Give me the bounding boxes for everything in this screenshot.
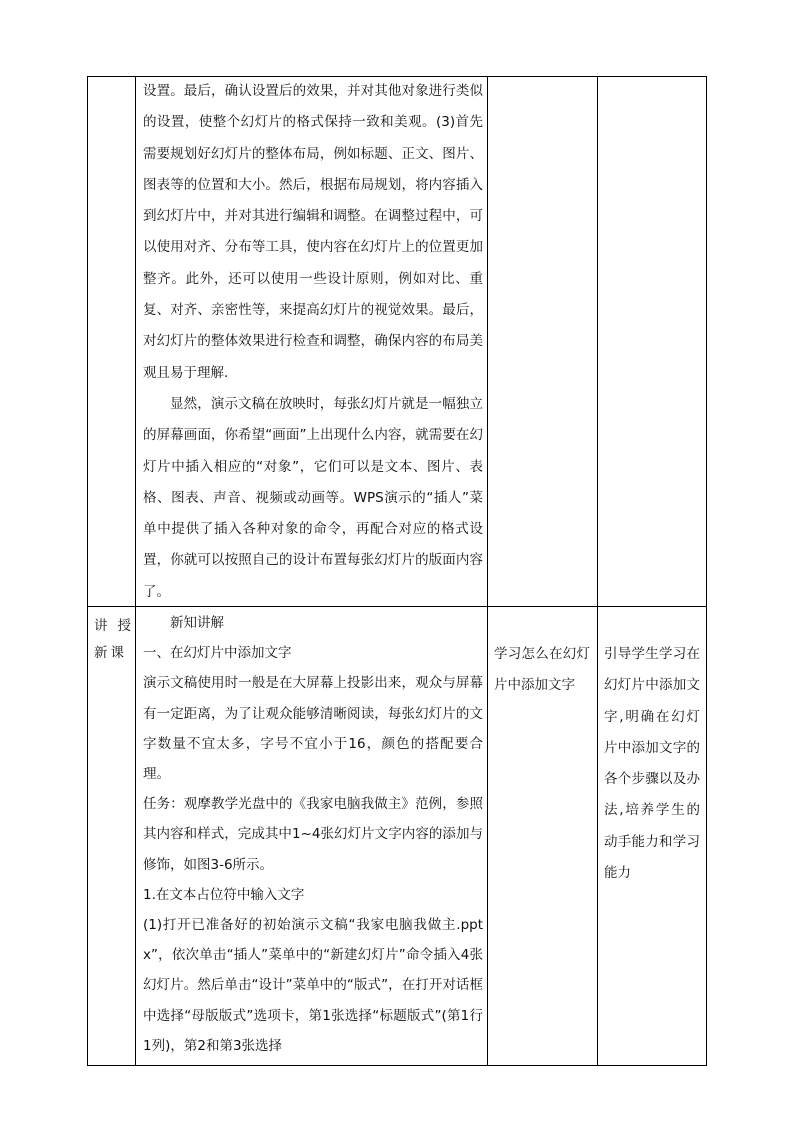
row2-stage-cell: 讲授新课 <box>94 618 134 661</box>
task-paragraph: 任务：观摩教学光盘中的《我家电脑我做主》范例，参照其内容和样式，完成其中1~4张幻灯片文字内容的添加与修饰，如图3-6所示。 <box>143 796 483 873</box>
section-heading: 新知讲解 <box>170 615 224 631</box>
row1-paragraph-2: 显然，演示文稿在放映时，每张幻灯片就是一幅独立的屏幕画面，你希望“画面”上出现什么内容，就需要在幻灯片中插入相应的“对象”，它们可以是文本、图片、表格、图表、声音、视频或动画等。WPS演示的“插人”菜单中提供了插入各种对象的命令，再配合对应的格式设置，你就可以按照自己的设计布置每张幻灯片的版面内容了。 <box>143 395 483 600</box>
table-border-right <box>706 76 707 1066</box>
table-border-left <box>87 76 88 1066</box>
step-heading: 1.在文本占位符中输入文字 <box>143 886 305 903</box>
row2-student-activity-cell: 学习怎么在幻灯片中添加文字 <box>494 646 590 693</box>
table-divider-col2 <box>487 76 488 1066</box>
subsection-heading: 一、在幻灯片中添加文字 <box>143 645 292 662</box>
table-divider-col1 <box>135 76 136 1066</box>
row1-paragraph-1: 设置。最后，确认设置后的效果，并对其他对象进行类似的设置，使整个幻灯片的格式保持一致和美观。(3)首先需要规划好幻灯片的整体布局，例如标题、正文、图片、图表等的位置和大小。然后，根据布局规划，将内容插入到幻灯片中，并对其进行编辑和调整。在调整过程中，可以使用对齐、分布等工具，使内容在幻灯片上的位置更加整齐。此外，还可以使用一些设计原则，例如对比、重复、对齐、亲密性等，来提高幻灯片的视觉效果。最后，对幻灯片的整体效果进行检查和调整，确保内容的布局美观且易于理解. <box>143 83 483 381</box>
row2-content-cell <box>143 608 483 1061</box>
table-border-bottom <box>87 1065 707 1066</box>
table-divider-col3 <box>597 76 598 1066</box>
step-paragraph: (1)打开已准备好的初始演示文稿“我家电脑我做主.pptx”，依次单击“插人”菜单中的“新建幻灯片”命令插入4张幻灯片。然后单击“设计”菜单中的“版式”，在打开对话框中选择“母版版式”选项卡，第1张选择“标题版式”(第1行1列)，第2和第3张选择 <box>143 917 483 1054</box>
content-paragraph: 演示文稿使用时一般是在大屏幕上投影出来，观众与屏幕有一定距离，为了让观众能够清晰阅读，每张幻灯片的文字数量不宜太多，字号不宜小于16，颜色的搭配要合理。 <box>143 675 483 783</box>
row1-content-cell <box>143 76 483 608</box>
row2-design-intent-cell: 引导学生学习在幻灯片中添加文字,明确在幻灯片中添加文字的各个步骤以及办法,培养学生的动手能力和学习能力 <box>604 646 700 882</box>
